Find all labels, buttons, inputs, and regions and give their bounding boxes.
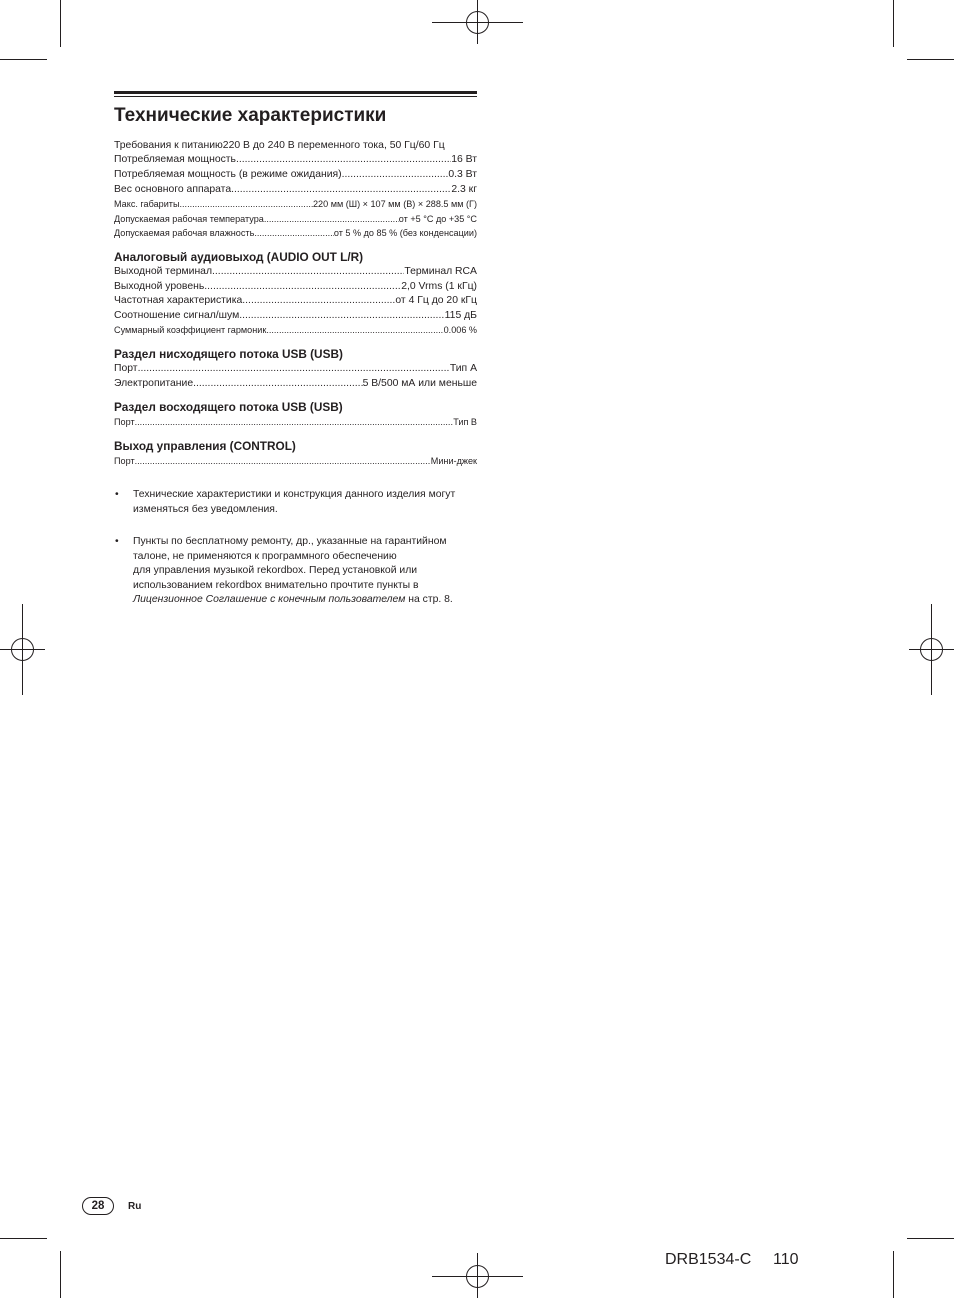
spec-value: Мини-джек xyxy=(430,455,477,466)
dot-leader xyxy=(342,168,449,183)
dot-leader xyxy=(135,415,454,430)
spec-value: от 4 Гц до 20 кГц xyxy=(395,295,477,307)
spec-label: Частотная характеристика xyxy=(114,295,243,307)
language-code: Ru xyxy=(128,1201,142,1212)
spec-label: Макс. габариты xyxy=(114,199,180,210)
spec-label: Электропитание xyxy=(114,377,194,389)
dot-leader xyxy=(264,212,399,227)
spec-label: Выходной уровень xyxy=(114,280,205,292)
dot-leader xyxy=(204,280,401,295)
spec-label: Требования к питанию xyxy=(114,139,223,151)
spec-value: 0.006 % xyxy=(443,325,477,336)
spec-label: Порт xyxy=(114,455,135,466)
spec-row-weight xyxy=(114,183,477,198)
spec-row-usb-down-power xyxy=(114,377,477,392)
dot-leader xyxy=(236,153,451,168)
dot-leader xyxy=(138,362,450,377)
section-heading-analog-output: Аналоговый аудиовыход (AUDIO OUT L/R) xyxy=(114,250,364,265)
spec-label: Вес основного аппарата xyxy=(114,183,232,195)
spec-row-standby-power xyxy=(114,168,477,183)
note-tail: на стр. 8. xyxy=(405,594,453,606)
note-item-specs-change xyxy=(114,488,477,517)
spec-row-output-level xyxy=(114,280,477,295)
dot-leader xyxy=(231,183,451,198)
spec-label: Допускаемая рабочая влажность xyxy=(114,228,255,239)
title-rule-thin xyxy=(114,96,477,97)
spec-row-frequency-response xyxy=(114,294,477,309)
note-line: для управления музыкой rekordbox. Перед установкой или xyxy=(133,565,418,577)
section-heading-usb-downstream: Раздел нисходящего потока USB (USB) xyxy=(114,347,343,362)
spec-value: 2.3 кг xyxy=(451,183,477,195)
spec-row-dimensions xyxy=(114,197,477,212)
spec-row-power-consumption xyxy=(114,153,477,168)
general-specs xyxy=(114,139,477,241)
spec-value: 5 В/500 мА или меньше xyxy=(362,377,477,389)
dot-leader xyxy=(180,197,314,212)
dot-leader xyxy=(242,294,395,309)
spec-row-usb-down-port xyxy=(114,362,477,377)
spec-value: 2,0 Vrms (1 кГц) xyxy=(401,280,477,292)
spec-row-signal-to-noise xyxy=(114,309,477,324)
spec-row-power-requirements xyxy=(114,139,477,154)
spec-label: Потребляемая мощность (в режиме ожидания) xyxy=(114,169,342,181)
page-number-badge: 28 xyxy=(82,1197,114,1215)
section-heading-usb-upstream: Раздел восходящего потока USB (USB) xyxy=(114,400,343,415)
sheet-number: 110 xyxy=(773,1251,799,1268)
spec-row-control-port xyxy=(114,454,477,469)
spec-value: от +5 °C до +35 °C xyxy=(398,213,477,224)
document-code: DRB1534-C xyxy=(665,1251,752,1268)
page-title: Технические характеристики xyxy=(114,105,387,126)
note-item-rekordbox-warranty xyxy=(114,535,477,608)
spec-row-output-terminal xyxy=(114,265,477,280)
spec-value: от 5 % до 85 % (без конденсации) xyxy=(333,228,477,239)
note-text: Технические характеристики и конструкция данного изделия могут изменяться без уведомления. xyxy=(133,489,456,515)
dot-leader xyxy=(266,323,443,338)
dot-leader xyxy=(212,265,404,280)
spec-label: Допускаемая рабочая температура xyxy=(114,213,264,224)
spec-value: 16 Вт xyxy=(451,154,477,166)
title-rule-thick xyxy=(114,91,477,94)
bullet-icon: • xyxy=(115,536,119,548)
dot-leader xyxy=(254,226,334,241)
specifications-section xyxy=(114,91,477,626)
note-line: Пункты по бесплатному ремонту, др., указанные на гарантийном xyxy=(133,536,447,548)
spec-row-operating-humidity xyxy=(114,226,477,241)
spec-value: 115 дБ xyxy=(444,309,477,321)
spec-value: 0.3 Вт xyxy=(448,169,477,181)
section-heading-control-output: Выход управления (CONTROL) xyxy=(114,438,296,453)
spec-value: Тип A xyxy=(449,363,477,375)
usb-upstream-specs xyxy=(114,415,477,430)
dot-leader xyxy=(193,377,362,392)
notes-list xyxy=(114,488,477,608)
usb-downstream-specs xyxy=(114,362,477,391)
spec-row-operating-temperature xyxy=(114,212,477,227)
spec-value: Терминал RCA xyxy=(404,266,477,278)
dot-leader xyxy=(135,454,431,469)
spec-label: Порт xyxy=(114,417,135,428)
note-line xyxy=(133,593,477,608)
spec-label: Порт xyxy=(114,363,138,375)
spec-row-total-harmonic-distortion xyxy=(114,323,477,338)
spec-row-usb-up-port xyxy=(114,415,477,430)
spec-value: 220 В до 240 В переменного тока, 50 Гц/60 Гц xyxy=(222,139,445,151)
spec-label: Выходной терминал xyxy=(114,266,213,278)
note-line: талоне, не применяются к программного обеспечению xyxy=(133,550,397,562)
spec-value: Тип B xyxy=(453,417,477,428)
license-agreement-reference: Лицензионное Соглашение с конечным пользователем xyxy=(133,594,406,606)
note-line: использованием rekordbox внимательно прочтите пункты в xyxy=(133,579,419,591)
spec-label: Соотношение сигнал/шум xyxy=(114,309,240,321)
bullet-icon: • xyxy=(115,489,119,501)
spec-label: Суммарный коэффициент гармоник xyxy=(114,325,267,336)
spec-value: 220 мм (Ш) × 107 мм (В) × 288.5 мм (Г) xyxy=(313,199,477,210)
spec-label: Потребляемая мощность xyxy=(114,154,236,166)
analog-output-specs xyxy=(114,265,477,338)
dot-leader xyxy=(239,309,444,324)
control-output-specs xyxy=(114,454,477,469)
